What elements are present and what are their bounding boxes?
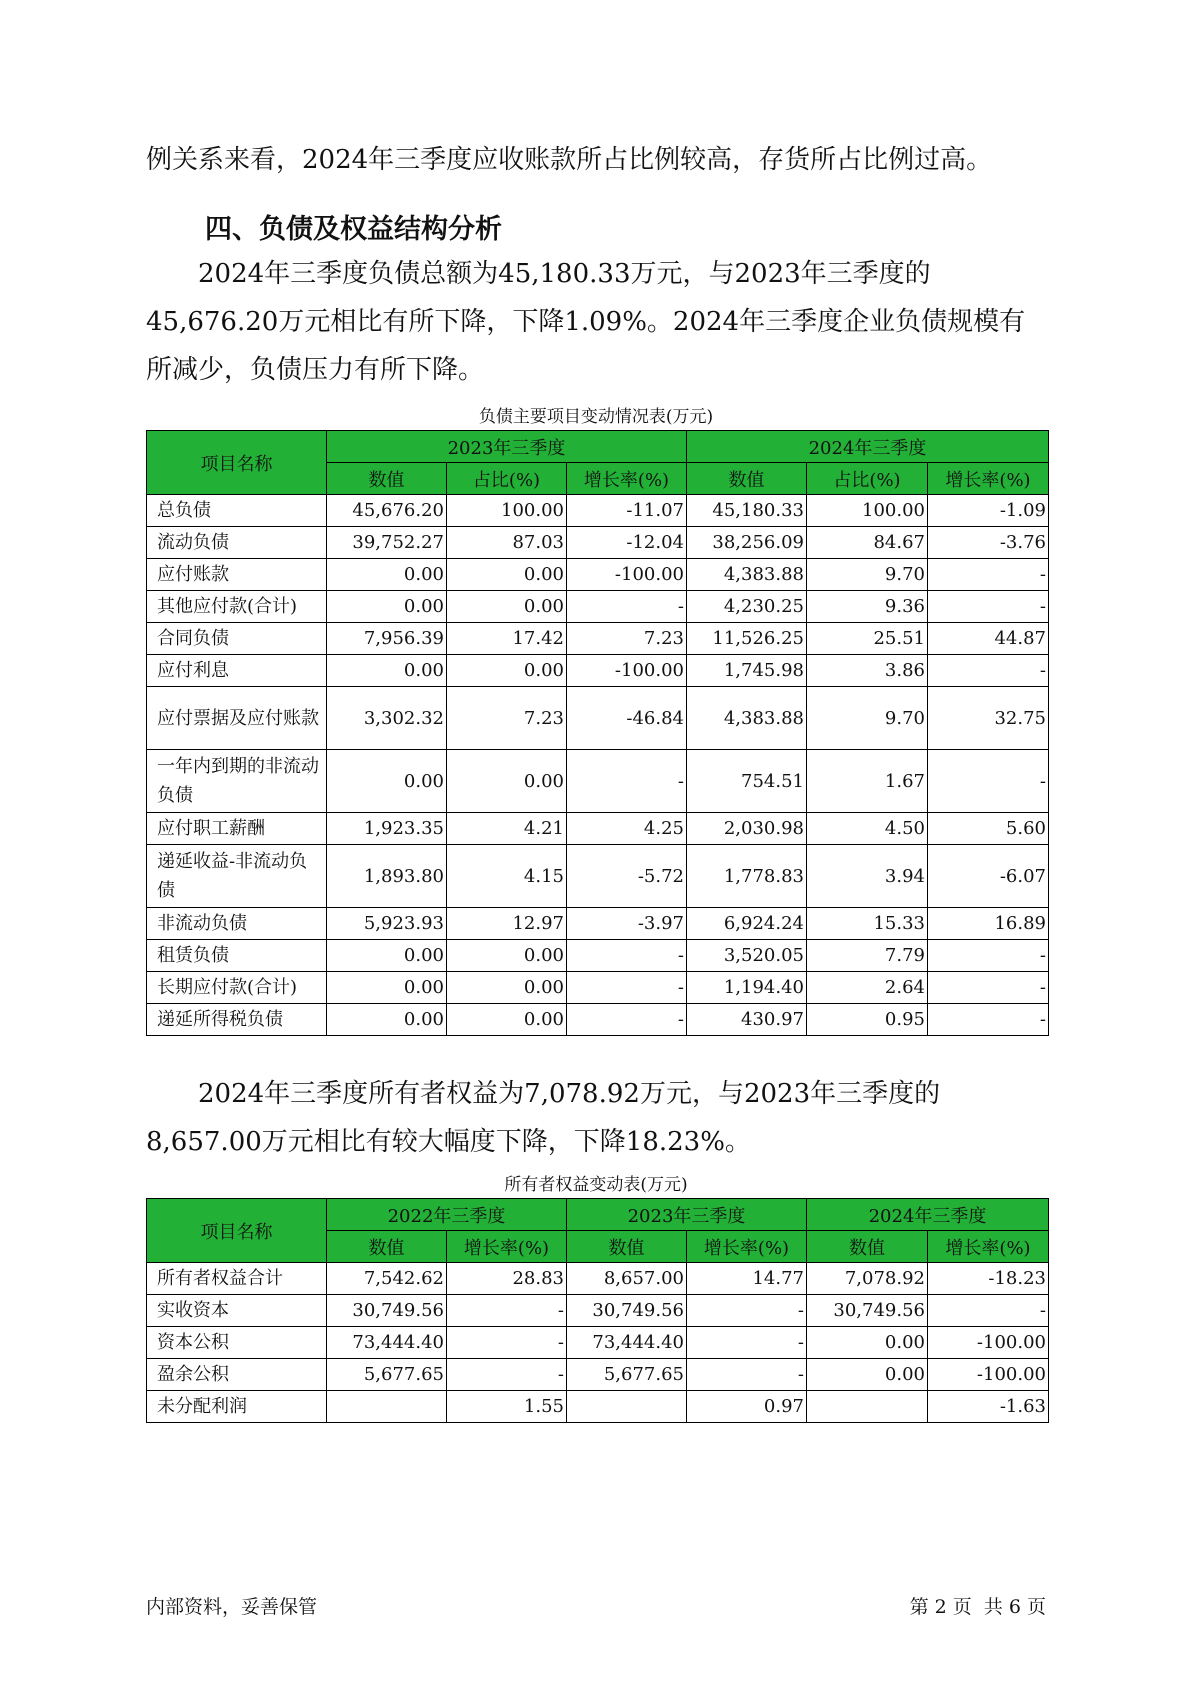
- table-row: [147, 940, 1049, 972]
- table-cell: -1.63: [928, 1391, 1049, 1423]
- table2-caption: 所有者权益变动表(万元): [504, 1175, 688, 1195]
- row-label: 盈余公积: [147, 1359, 327, 1391]
- table-cell: -100.00: [928, 1327, 1049, 1359]
- table-cell: -: [447, 1359, 567, 1391]
- table-cell: -: [447, 1295, 567, 1327]
- table-cell: 8,657.00: [567, 1263, 687, 1295]
- table-cell: 3,520.05: [687, 940, 807, 972]
- table-row: [147, 972, 1049, 1004]
- table-cell: 28.83: [447, 1263, 567, 1295]
- table2-subheader: 增长率(%): [687, 1231, 807, 1263]
- table-row: [147, 495, 1049, 527]
- row-label: 非流动负债: [147, 908, 327, 940]
- table-cell: 0.00: [807, 1359, 928, 1391]
- table-cell: 0.00: [447, 972, 567, 1004]
- row-label: 租赁负债: [147, 940, 327, 972]
- row-label: 资本公积: [147, 1327, 327, 1359]
- table1-subheader: 增长率(%): [928, 463, 1049, 495]
- row-label: 合同负债: [147, 623, 327, 655]
- table-row: [147, 623, 1049, 655]
- table-cell: 7.79: [807, 940, 928, 972]
- table-cell: 38,256.09: [687, 527, 807, 559]
- table-cell: 0.00: [327, 1004, 447, 1036]
- table-row: [147, 527, 1049, 559]
- table-cell: 16.89: [928, 908, 1049, 940]
- footer-note: 内部资料，妥善保管: [146, 1596, 318, 1618]
- table-cell: 45,180.33: [687, 495, 807, 527]
- table-cell: 4.25: [567, 813, 687, 845]
- table-cell: -: [928, 1295, 1049, 1327]
- table-cell: -: [928, 972, 1049, 1004]
- table-cell: -: [928, 1004, 1049, 1036]
- table-cell: 7.23: [567, 623, 687, 655]
- table-cell: -: [928, 559, 1049, 591]
- table-cell: 9.70: [807, 559, 928, 591]
- table-cell: -: [928, 940, 1049, 972]
- equity-table: [146, 1198, 1049, 1423]
- table-cell: 754.51: [687, 750, 807, 813]
- equity-paragraph: 2024年三季度所有者权益为7,078.92万元，与2023年三季度的8,657.00万元相比有较大幅度下降，下降18.23%。: [146, 1079, 941, 1157]
- table-cell: -: [928, 750, 1049, 813]
- table-cell: 9.70: [807, 687, 928, 750]
- table-cell: -: [687, 1359, 807, 1391]
- table-row: [147, 813, 1049, 845]
- table1-period-header: 2024年三季度: [687, 431, 1049, 463]
- table-cell: 73,444.40: [567, 1327, 687, 1359]
- table-cell: 3.94: [807, 845, 928, 908]
- table-cell: 73,444.40: [327, 1327, 447, 1359]
- table2-subheader: 增长率(%): [447, 1231, 567, 1263]
- table-cell: 0.00: [447, 591, 567, 623]
- table-cell: 30,749.56: [807, 1295, 928, 1327]
- table-cell: 1,778.83: [687, 845, 807, 908]
- liability-table: [146, 430, 1049, 1036]
- row-label: 应付职工薪酬: [147, 813, 327, 845]
- table-cell: 0.00: [447, 940, 567, 972]
- table-cell: 30,749.56: [327, 1295, 447, 1327]
- table-cell: 44.87: [928, 623, 1049, 655]
- table-row: [147, 1359, 1049, 1391]
- table2-period-header: 2022年三季度: [327, 1199, 567, 1231]
- liability-paragraph: 2024年三季度负债总额为45,180.33万元，与2023年三季度的45,676.20万元相比有所下降，下降1.09%。2024年三季度企业负债规模有所减少，负债压力有所下降。: [146, 259, 1026, 385]
- table1-subheader: 数值: [327, 463, 447, 495]
- table2-subheader: 数值: [807, 1231, 928, 1263]
- table-cell: 0.00: [447, 750, 567, 813]
- table-cell: 6,924.24: [687, 908, 807, 940]
- row-label: 应付票据及应付账款: [147, 687, 327, 750]
- table-cell: 0.00: [327, 940, 447, 972]
- table2-subheader: 数值: [327, 1231, 447, 1263]
- table-cell: 0.00: [447, 1004, 567, 1036]
- row-label: 总负债: [147, 495, 327, 527]
- table-cell: 84.67: [807, 527, 928, 559]
- table-cell: 0.97: [687, 1391, 807, 1423]
- row-label: 一年内到期的非流动负债: [147, 750, 327, 813]
- table-row: [147, 1327, 1049, 1359]
- table-row: [147, 1391, 1049, 1423]
- table-row: [147, 655, 1049, 687]
- table-cell: -6.07: [928, 845, 1049, 908]
- table-cell: 87.03: [447, 527, 567, 559]
- table-row: [147, 687, 1049, 750]
- table-cell: 4,383.88: [687, 687, 807, 750]
- table-cell: -3.76: [928, 527, 1049, 559]
- table-cell: -: [928, 591, 1049, 623]
- table-cell: 1,194.40: [687, 972, 807, 1004]
- table2-subheader: 数值: [567, 1231, 687, 1263]
- table-cell: 5,677.65: [567, 1359, 687, 1391]
- table-row: [147, 1295, 1049, 1327]
- table1-name-header: 项目名称: [147, 431, 327, 495]
- table-cell: 5,923.93: [327, 908, 447, 940]
- table1-subheader: 占比(%): [447, 463, 567, 495]
- table-cell: -: [687, 1295, 807, 1327]
- row-label: 实收资本: [147, 1295, 327, 1327]
- table-cell: 4,383.88: [687, 559, 807, 591]
- row-label: 应付利息: [147, 655, 327, 687]
- table-cell: -100.00: [567, 559, 687, 591]
- table-cell: 0.00: [447, 655, 567, 687]
- table-row: [147, 1263, 1049, 1295]
- page-number: 第 2 页 共 6 页: [909, 1596, 1046, 1618]
- table-row: [147, 591, 1049, 623]
- table-cell: 1,893.80: [327, 845, 447, 908]
- table-cell: 0.00: [327, 559, 447, 591]
- table-cell: -5.72: [567, 845, 687, 908]
- table-cell: -: [567, 940, 687, 972]
- row-label: 未分配利润: [147, 1391, 327, 1423]
- table-cell: 1,745.98: [687, 655, 807, 687]
- table-cell: 25.51: [807, 623, 928, 655]
- table-cell: 0.00: [327, 972, 447, 1004]
- table-cell: 32.75: [928, 687, 1049, 750]
- table-cell: -46.84: [567, 687, 687, 750]
- table-cell: 0.00: [327, 655, 447, 687]
- table-cell: 30,749.56: [567, 1295, 687, 1327]
- table-cell: 9.36: [807, 591, 928, 623]
- table-cell: [567, 1391, 687, 1423]
- table-cell: -100.00: [928, 1359, 1049, 1391]
- table-cell: -1.09: [928, 495, 1049, 527]
- table-cell: 430.97: [687, 1004, 807, 1036]
- table-cell: -100.00: [567, 655, 687, 687]
- table1-period-header: 2023年三季度: [327, 431, 687, 463]
- table-cell: 39,752.27: [327, 527, 447, 559]
- table-row: [147, 845, 1049, 908]
- table-cell: 2.64: [807, 972, 928, 1004]
- table1-subheader: 增长率(%): [567, 463, 687, 495]
- row-label: 流动负债: [147, 527, 327, 559]
- table2-period-header: 2023年三季度: [567, 1199, 807, 1231]
- table-cell: 100.00: [807, 495, 928, 527]
- table-cell: 3.86: [807, 655, 928, 687]
- table-cell: 12.97: [447, 908, 567, 940]
- table-cell: -12.04: [567, 527, 687, 559]
- table-cell: -11.07: [567, 495, 687, 527]
- table-cell: -: [567, 591, 687, 623]
- table-row: [147, 1004, 1049, 1036]
- table-cell: 1.67: [807, 750, 928, 813]
- table2-subheader: 增长率(%): [928, 1231, 1049, 1263]
- table-row: [147, 908, 1049, 940]
- table-cell: 2,030.98: [687, 813, 807, 845]
- table-cell: 5,677.65: [327, 1359, 447, 1391]
- table-cell: 0.00: [327, 591, 447, 623]
- intro-line: 例关系来看，2024年三季度应收账款所占比例较高，存货所占比例过高。: [146, 145, 993, 175]
- table-cell: -: [567, 750, 687, 813]
- table-cell: -: [567, 1004, 687, 1036]
- table-cell: 0.00: [447, 559, 567, 591]
- table-cell: -: [447, 1327, 567, 1359]
- table-row: [147, 750, 1049, 813]
- table-cell: 4.50: [807, 813, 928, 845]
- section-heading: 四、负债及权益结构分析: [205, 214, 502, 245]
- table-cell: -: [687, 1327, 807, 1359]
- table-cell: 3,302.32: [327, 687, 447, 750]
- table-cell: 14.77: [687, 1263, 807, 1295]
- table-cell: 11,526.25: [687, 623, 807, 655]
- table2-name-header: 项目名称: [147, 1199, 327, 1263]
- table-cell: 5.60: [928, 813, 1049, 845]
- table-cell: 1.55: [447, 1391, 567, 1423]
- row-label: 递延所得税负债: [147, 1004, 327, 1036]
- table-cell: 7.23: [447, 687, 567, 750]
- table-cell: 0.95: [807, 1004, 928, 1036]
- row-label: 长期应付款(合计): [147, 972, 327, 1004]
- table-cell: 4.15: [447, 845, 567, 908]
- table-cell: 100.00: [447, 495, 567, 527]
- table-cell: 15.33: [807, 908, 928, 940]
- table1-subheader: 占比(%): [807, 463, 928, 495]
- table-cell: 1,923.35: [327, 813, 447, 845]
- table-cell: 0.00: [807, 1327, 928, 1359]
- row-label: 应付账款: [147, 559, 327, 591]
- table-cell: -18.23: [928, 1263, 1049, 1295]
- table1-caption: 负债主要项目变动情况表(万元): [478, 407, 714, 427]
- table2-period-header: 2024年三季度: [807, 1199, 1049, 1231]
- table1-subheader: 数值: [687, 463, 807, 495]
- table-cell: 45,676.20: [327, 495, 447, 527]
- row-label: 所有者权益合计: [147, 1263, 327, 1295]
- table-cell: 7,078.92: [807, 1263, 928, 1295]
- table-cell: 4,230.25: [687, 591, 807, 623]
- table-cell: [807, 1391, 928, 1423]
- table-cell: 17.42: [447, 623, 567, 655]
- table-row: [147, 559, 1049, 591]
- row-label: 递延收益-非流动负债: [147, 845, 327, 908]
- table-cell: 7,542.62: [327, 1263, 447, 1295]
- table-cell: 0.00: [327, 750, 447, 813]
- table-cell: 4.21: [447, 813, 567, 845]
- table-cell: -: [928, 655, 1049, 687]
- row-label: 其他应付款(合计): [147, 591, 327, 623]
- table-cell: [327, 1391, 447, 1423]
- table-cell: -3.97: [567, 908, 687, 940]
- table-cell: -: [567, 972, 687, 1004]
- table-cell: 7,956.39: [327, 623, 447, 655]
